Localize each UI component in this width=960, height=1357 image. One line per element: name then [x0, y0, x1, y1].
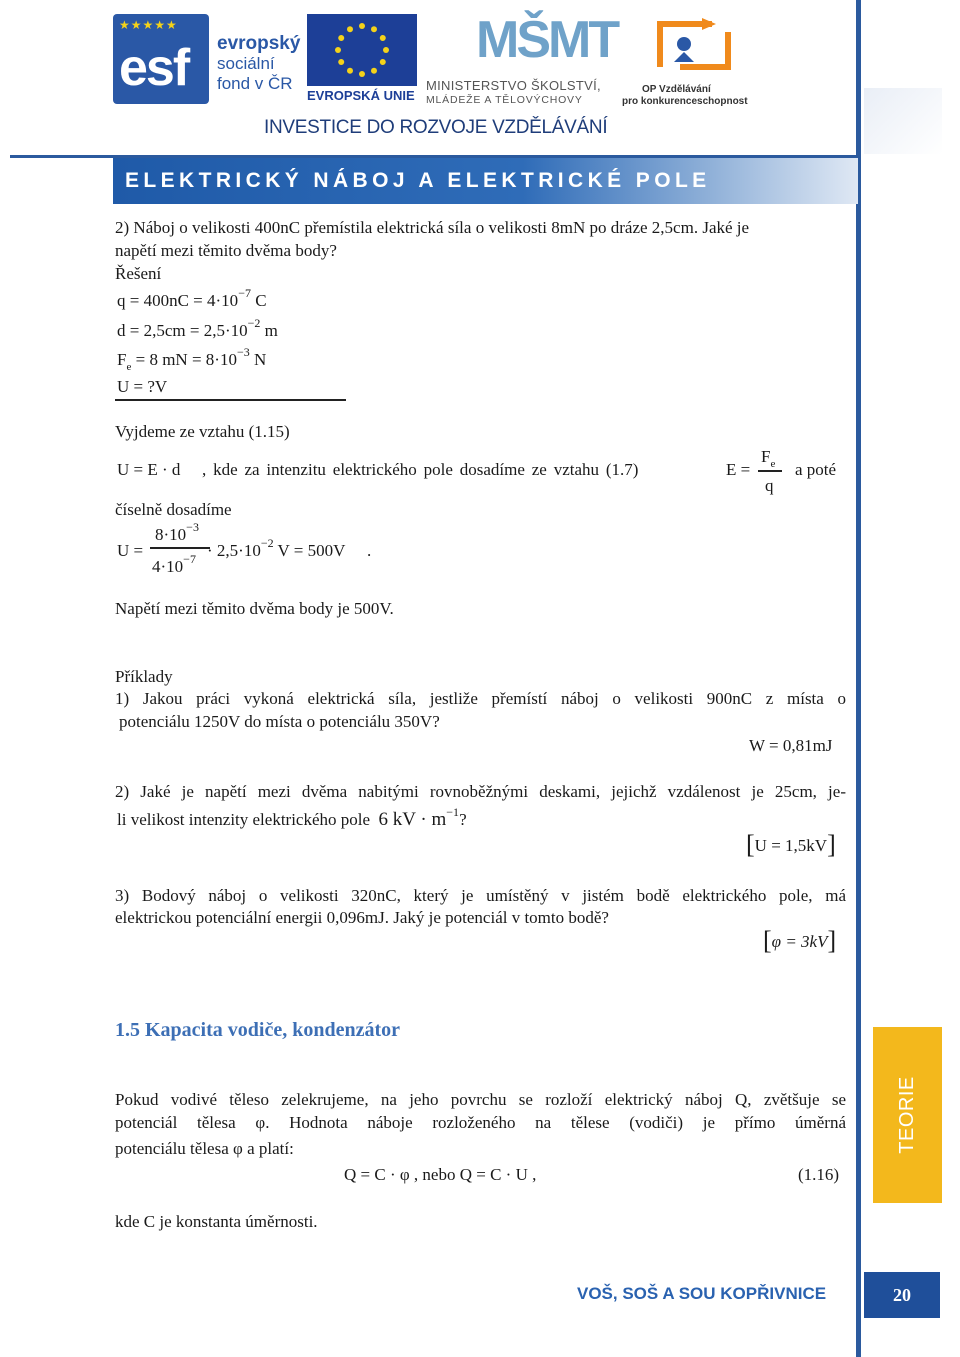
esf-mark	[113, 14, 209, 104]
priklad3-line2: elektrickou potenciální energii 0,096mJ. Jaký je potenciál v tomto bodě?	[115, 908, 609, 927]
priklad3-answer	[763, 928, 836, 953]
eu-star-icon	[380, 59, 386, 65]
priklad2-answer-text: U = 1,5kV	[754, 836, 828, 855]
eu-star-icon	[359, 71, 365, 77]
priklad1-line2: potenciálu 1250V do místa o potenciálu 350V?	[119, 712, 440, 731]
calc-rest	[207, 536, 346, 563]
eu-logo	[307, 14, 417, 104]
priklad1-line1: 1) Jakou práci vykoná elektrická síla, jestliže přemístí náboj o velikosti 900nC z místa o	[115, 689, 846, 708]
calc-rest-part1: · 2,5·10	[207, 541, 261, 560]
eu-star-icon	[338, 59, 344, 65]
bracket-right-icon: ]	[827, 926, 837, 955]
priklad2-line1: 2) Jaké je napětí mezi dvěma nabitými rovnoběžnými deskami, jejichž vzdálenost je 25cm, je-	[115, 782, 846, 801]
esf-line3: fond v ČR	[217, 74, 293, 93]
eu-star-icon	[347, 26, 353, 32]
calc-fraction-line	[150, 547, 210, 549]
formula-u-ed: U = E · d	[117, 460, 181, 479]
op-logo	[622, 12, 752, 106]
bracket-right-icon: ]	[827, 830, 836, 859]
example2-conclusion: Napětí mezi těmito dvěma body je 500V.	[115, 599, 394, 618]
priklad2-value: 6 kV · m	[378, 809, 447, 830]
op-line2: pro konkurenceschopnost	[622, 96, 748, 107]
kapacita-line3: potenciálu tělesa φ a platí:	[115, 1139, 294, 1158]
a-pote: a poté	[795, 460, 837, 479]
esf-logo	[113, 14, 301, 104]
formula-e-lhs: E =	[726, 460, 751, 479]
formula-e-fraction-line	[758, 470, 782, 472]
eu-star-icon	[371, 26, 377, 32]
formula-e-denominator: q	[765, 476, 774, 495]
msmt-logo	[426, 10, 616, 106]
eu-flag-icon	[307, 14, 417, 86]
example2-line1: 2) Náboj o velikosti 400nC přemístila elektrická síla o velikosti 8mN po dráze 2,5cm. Jaké je	[115, 218, 750, 237]
given-fe-lhs: = 8 mN = 8·10	[131, 350, 237, 369]
priklad2-line2-text: li velikost intenzity elektrického pole	[117, 810, 371, 829]
formula-e-numerator	[761, 446, 775, 470]
eu-star-icon	[371, 68, 377, 74]
eu-star-icon	[338, 35, 344, 41]
calc-rest-part2: V = 500V	[273, 541, 346, 560]
ciselne-dosadime: číselně dosadíme	[115, 500, 232, 519]
eu-star-icon	[380, 35, 386, 41]
msmt-mark: MŠMT	[476, 11, 618, 69]
footer-school-name: VOŠ, SOŠ A SOU KOPŘIVNICE	[577, 1284, 827, 1303]
msmt-line1: MINISTERSTVO ŠKOLSTVÍ,	[426, 78, 601, 93]
priklad3-answer-text: φ = 3kV	[771, 932, 828, 951]
eu-star-icon	[335, 47, 341, 53]
eu-stars-icon	[307, 14, 417, 86]
calc-numerator	[155, 520, 199, 547]
given-fe-exp: −3	[236, 345, 250, 359]
msmt-line2: MLÁDEŽE A TĚLOVÝCHOVY	[426, 94, 583, 106]
given-d-exp: −2	[247, 316, 261, 330]
eu-label: EVROPSKÁ UNIE	[307, 88, 415, 103]
given-q	[117, 286, 267, 313]
investice-tagline: INVESTICE DO ROZVOJE VZDĚLÁVÁNÍ	[264, 117, 608, 138]
priklad2-exp: −1	[446, 805, 460, 819]
eu-star-icon	[347, 68, 353, 74]
reseni-label: Řešení	[115, 264, 162, 283]
eu-star-icon	[383, 47, 389, 53]
page-number-box	[864, 1272, 940, 1318]
calc-rest-exp: −2	[260, 536, 274, 550]
calc-num-exp: −3	[186, 520, 199, 534]
esf-stars-icon: ★★★★★	[119, 18, 178, 32]
example2-line2: napětí mezi těmito dvěma body?	[115, 241, 337, 260]
priklad2-question: ?	[459, 810, 467, 829]
given-fe-unit: N	[249, 350, 267, 369]
priklad1-answer: W = 0,81mJ	[749, 736, 833, 755]
esf-letters: esf	[119, 39, 189, 97]
bracket-left-icon: [	[763, 926, 772, 955]
calc-den-base: 4·10	[152, 557, 184, 576]
given-fe-sub: e	[126, 361, 132, 373]
formula-explanation: , kde za intenzitu elektrického pole dosadíme ze vztahu (1.7)	[202, 460, 639, 479]
calc-denominator	[152, 552, 196, 579]
priklad2-answer	[746, 832, 836, 857]
kapacita-formula-number: (1.16)	[798, 1165, 840, 1184]
formula-e-num-sub: e	[770, 458, 776, 470]
esf-line2: sociální	[217, 54, 275, 73]
esf-text	[217, 34, 300, 94]
kapacita-closing: kde C je konstanta úměrnosti.	[115, 1212, 318, 1231]
kapacita-formula: Q = C · φ , nebo Q = C · U ,	[344, 1165, 537, 1184]
section-heading: 1.5 Kapacita vodiče, kondenzátor	[115, 1019, 400, 1041]
calc-num-base: 8·10	[155, 525, 187, 544]
vyjdeme-text: Vyjdeme ze vztahu (1.15)	[115, 422, 290, 441]
priklady-heading: Příklady	[115, 667, 173, 686]
op-line1: OP Vzdělávání	[642, 84, 711, 95]
eu-star-icon	[359, 23, 365, 29]
given-u: U = ?V	[117, 377, 168, 396]
esf-line1: evropský	[217, 33, 301, 54]
kapacita-line1: Pokud vodivé těleso zelekrujeme, na jeho povrchu se rozloží elektrický náboj Q, zvětšuje se	[115, 1090, 846, 1109]
bracket-left-icon: [	[746, 830, 755, 859]
calc-den-exp: −7	[183, 552, 196, 566]
given-q-unit: C	[250, 291, 267, 310]
given-q-exp: −7	[238, 286, 251, 300]
priklad2-line2	[117, 805, 467, 832]
given-d-unit: m	[260, 321, 278, 340]
calc-u-lhs: U =	[117, 541, 144, 560]
section-title: ELEKTRICKÝ NÁBOJ A ELEKTRICKÉ POLE	[125, 169, 711, 192]
kapacita-line2: potenciál tělesa φ. Hodnota náboje rozloženého na tělese (vodiči) je přímo úměrná	[115, 1113, 846, 1132]
teorie-label: TEORIE	[896, 1076, 918, 1154]
given-fe	[117, 345, 267, 373]
given-d	[117, 316, 278, 343]
calc-period: .	[367, 541, 372, 560]
formula-e-num-symbol: F	[761, 447, 771, 466]
priklad3-line1: 3) Bodový náboj o velikosti 320nC, který je umístěný v jistém bodě elektrického pole, má	[115, 886, 846, 905]
given-q-lhs: q = 400nC = 4·10	[117, 291, 239, 310]
teorie-side-tab	[873, 1027, 942, 1203]
given-fe-symbol: F	[117, 350, 127, 369]
given-underline	[115, 399, 346, 401]
op-mark-icon	[650, 12, 740, 74]
given-d-lhs: d = 2,5cm = 2,5·10	[117, 321, 248, 340]
corner-decoration	[864, 88, 942, 154]
section-title-bar	[113, 158, 858, 204]
page-number: 20	[893, 1284, 911, 1305]
